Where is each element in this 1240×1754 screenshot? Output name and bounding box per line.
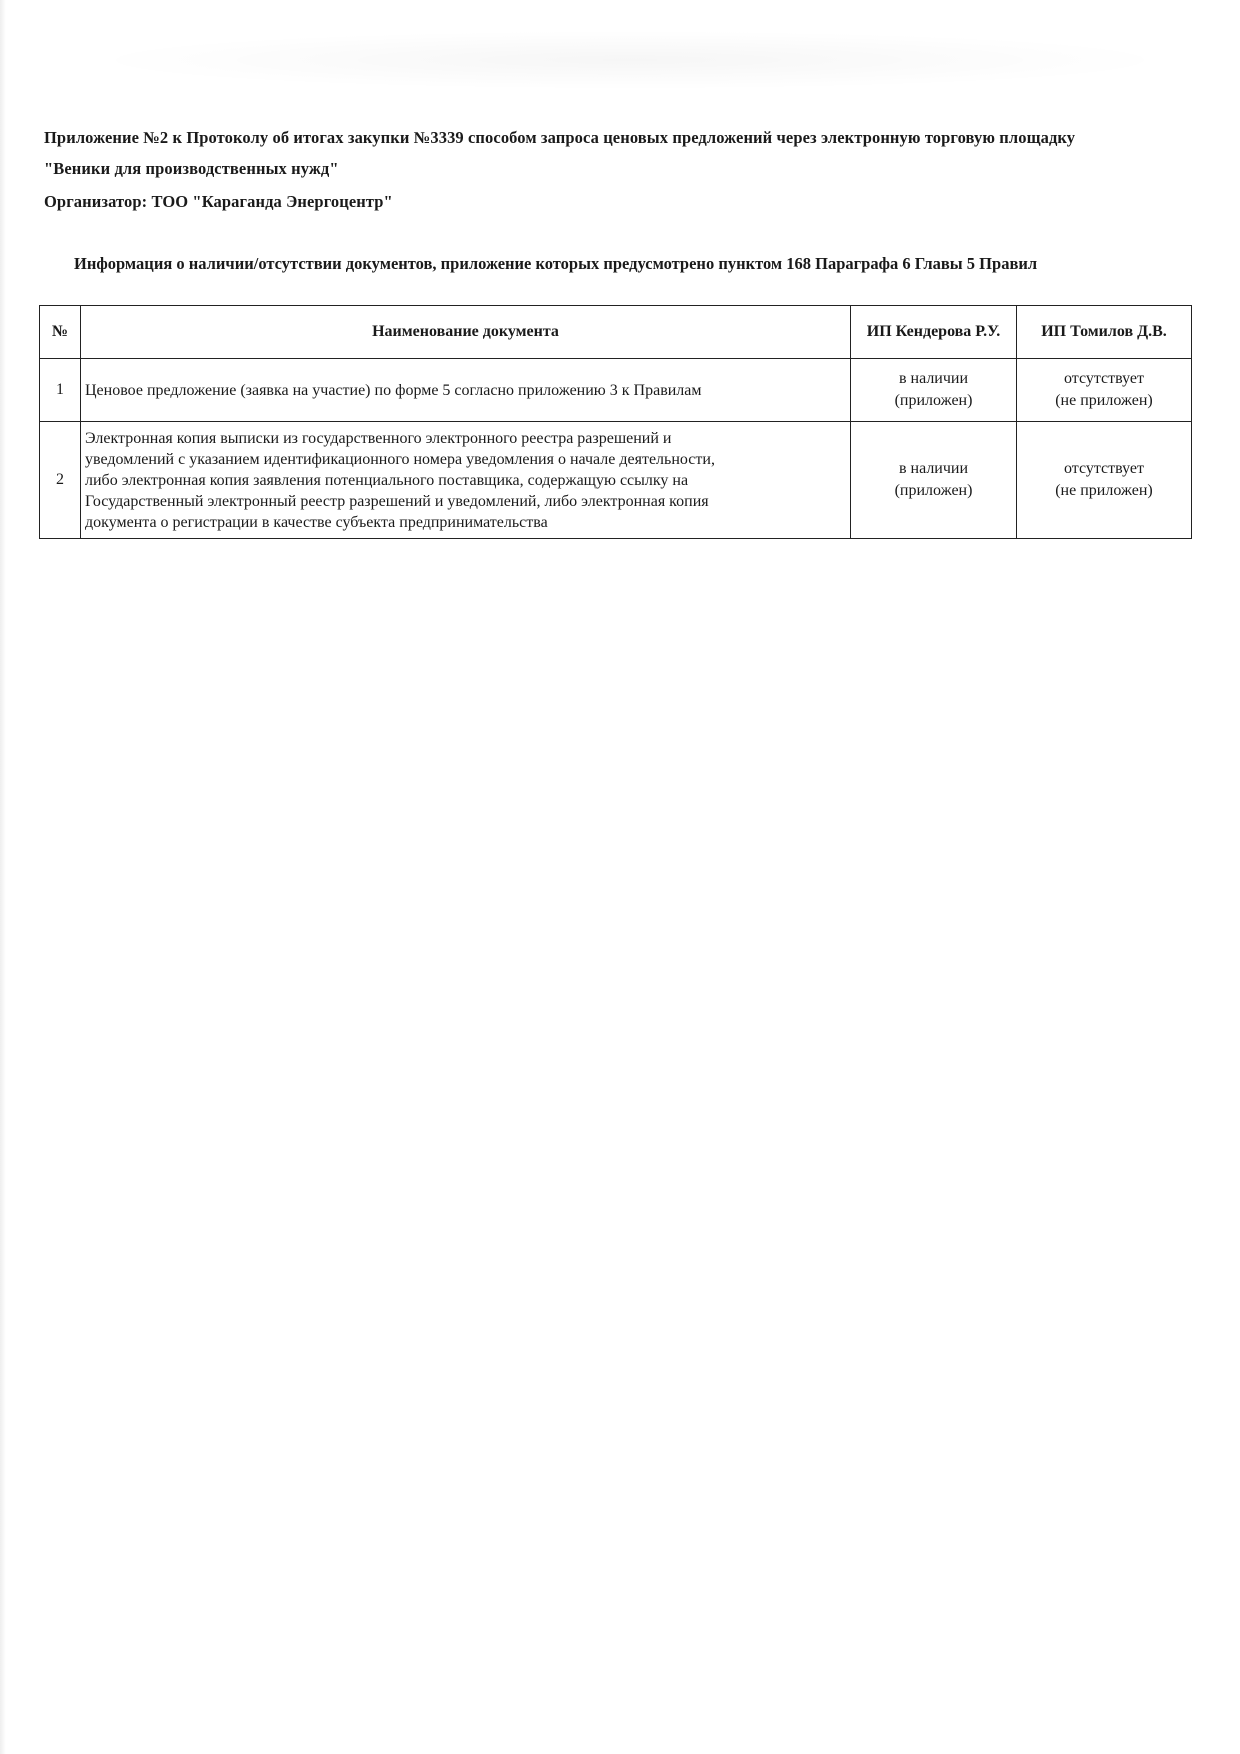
- document-name-line: либо электронная копия заявления потенциального поставщика, содержащую ссылку на: [85, 471, 689, 489]
- scan-smudge-artifact: [80, 30, 1180, 90]
- status-note: (не приложен): [1055, 482, 1153, 499]
- status-tomilov: [1017, 422, 1192, 539]
- documents-table: [39, 305, 1192, 539]
- status-text: отсутствует: [1063, 370, 1145, 387]
- column-header-document-name: Наименование документа: [81, 306, 851, 359]
- status-tomilov: [1017, 359, 1192, 422]
- document-name-line: Электронная копия выписки из государственного электронного реестра разрешений и: [85, 429, 672, 447]
- column-header-number: №: [40, 306, 81, 359]
- header-line-subject: "Веники для производственных нужд": [44, 159, 339, 178]
- document-name: [81, 422, 851, 539]
- status-text: отсутствует: [1063, 460, 1145, 477]
- status-note: (приложен): [894, 392, 973, 409]
- scan-edge-artifact: [0, 0, 6, 1754]
- table-header-row: [40, 306, 1192, 359]
- document-name-line: уведомлений с указанием идентификационного номера уведомления о начале деятельности,: [85, 450, 715, 468]
- row-number: 1: [40, 359, 81, 422]
- status-kenderova: [851, 359, 1017, 422]
- status-text: в наличии: [898, 460, 969, 477]
- header-line-organizer: Организатор: ТОО "Караганда Энергоцентр": [44, 192, 393, 211]
- document-name-line: документа о регистрации в качестве субъекта предпринимательства: [85, 513, 548, 531]
- document-name-line: Государственный электронный реестр разрешений и уведомлений, либо электронная копия: [85, 492, 709, 510]
- column-header-kenderova: ИП Кендерова Р.У.: [851, 306, 1017, 359]
- table-row: [40, 422, 1192, 539]
- column-header-tomilov: ИП Томилов Д.В.: [1017, 306, 1192, 359]
- status-note: (приложен): [894, 482, 973, 499]
- status-note: (не приложен): [1055, 392, 1153, 409]
- header-line-appendix: Приложение №2 к Протоколу об итогах закупки №3339 способом запроса ценовых предложений через электронную торговую площадку: [44, 128, 1076, 147]
- row-number: 2: [40, 422, 81, 539]
- status-text: в наличии: [898, 370, 969, 387]
- info-title: Информация о наличии/отсутствии документов, приложение которых предусмотрено пунктом 168 Параграфа 6 Главы 5 Правил: [74, 254, 1038, 273]
- table-row: [40, 359, 1192, 422]
- document-name: Ценовое предложение (заявка на участие) по форме 5 согласно приложению 3 к Правилам: [81, 359, 851, 422]
- status-kenderova: [851, 422, 1017, 539]
